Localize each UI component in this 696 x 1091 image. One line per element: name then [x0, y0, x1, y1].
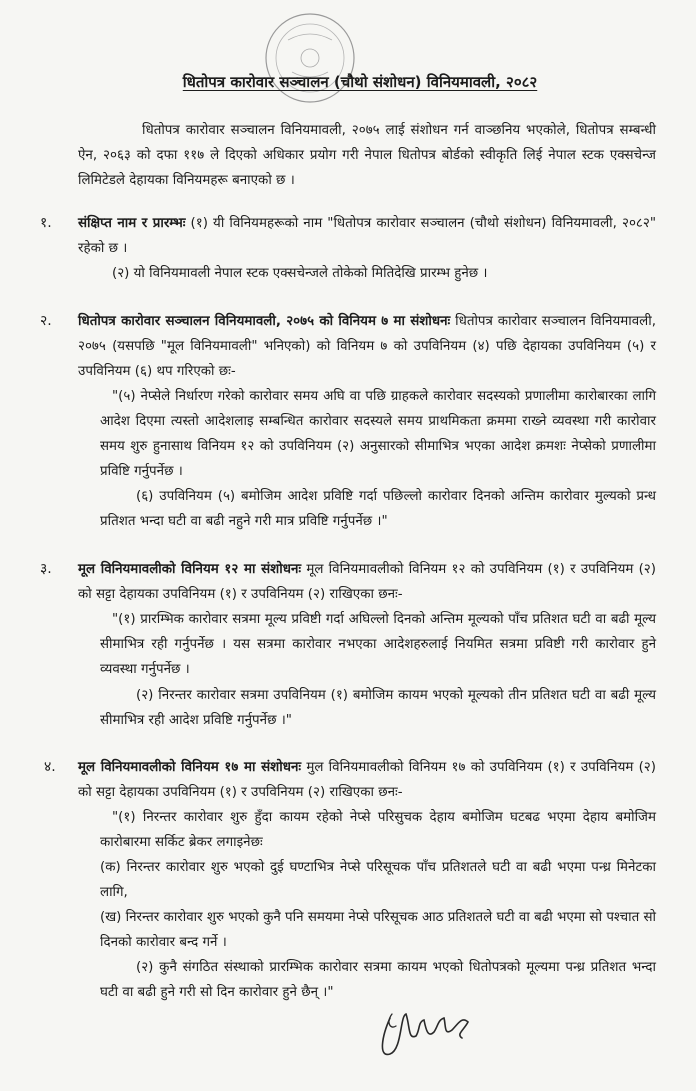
section-4-paragraph: [78, 755, 656, 805]
section-4-subregulation-2: (२) कुनै संगठित संस्थाको प्रारम्भिक कारोवार सत्रमा कायम भएको धितोपत्रको मूल्यमा पन्ध्र प्रतिशत भन्दा घटी वा बढी हुने गरी सो दिन कारोवार हुने छैन् ।": [100, 960, 656, 1000]
section-1-heading: संक्षिप्त नाम र प्रारम्भः: [78, 216, 186, 231]
section-3-heading: मूल विनियमावलीको विनियम १२ मा संशोधनः: [78, 562, 302, 577]
section-3-subregulation-1: "(१) प्रारम्भिक कारोवार सत्रमा मूल्य प्रविष्टी गर्दा अघिल्लो दिनको अन्तिम मूल्यको पाँच प्रतिशत घटी वा बढी मूल्य सीमाभित्र रही गर्नुपर्नेछ । यस सत्रमा कारोवार नभएका आदेशहरुलाई नियमित सत्रमा प्रविष्टी गरी कारोवार हुने व्यवस्था गर्नुपर्नेछ ।: [100, 612, 656, 677]
section-4-number: ४.: [44, 759, 56, 775]
section-2-subregulation-6: (६) उपविनियम (५) बमोजिम आदेश प्रविष्टि गर्दा पछिल्लो कारोवार दिनको अन्तिम कारोवार मुल्यको प्रन्ध प्रतिशत भन्दा घटी वा बढी नहुने गरी मात्र प्रविष्टि गर्नुपर्नेछ ।": [100, 489, 656, 529]
document-title: धितोपत्र कारोवार सञ्चालन (चौथो संशोधन) विनियमावली, २०८२: [182, 73, 538, 91]
section-1-clause-2: (२) यो विनियमावली नेपाल स्टक एक्सचेन्जले तोकेको मितिदेखि प्रारम्भ हुनेछ ।: [112, 266, 488, 281]
section-4-clause-ka: (क) निरन्तर कारोवार शुरु भएको दुई घण्टाभित्र नेप्से परिसूचक पाँच प्रतिशतले घटी वा बढी भएमा पन्ध्र मिनेटका लागि,: [100, 860, 656, 900]
section-3-subregulation-2: (२) निरन्तर कारोवार सत्रमा उपविनियम (१) बमोजिम कायम भएको मूल्यको तीन प्रतिशत घटी वा बढी मूल्य सीमाभित्र रही आदेश प्रविष्टि गर्नुपर्नेछ ।": [100, 688, 656, 728]
section-1-number: १.: [40, 215, 52, 231]
signature: [372, 996, 492, 1066]
section-4-clause-kha: (ख) निरन्तर कारोवार शुरु भएको कुनै पनि समयमा नेप्से परिसूचक आठ प्रतिशतले घटी वा बढी भएमा सो पश्चात सो दिनको कारोवार बन्द गर्ने ।: [100, 910, 656, 950]
section-4-body: मुल विनियमावलीको विनियम १७ को उपविनियम (१) र उपविनियम (२) को सट्टा देहायका उपविनियम (१) र उपविनियम (२) राखिएका छनः-: [78, 760, 656, 800]
section-3-body: मूल विनियमावलीको विनियम १२ को उपविनियम (१) र उपविनियम (२) को सट्टा देहायका उपविनियम (१) र उपविनियम (२) राखिएका छनः-: [78, 562, 656, 602]
section-4-subregulation-1: "(१) निरन्तर कारोवार शुरु हुँदा कायम रहेको नेप्से परिसुचक देहाय बमोजिम घटबढ भएमा देहाय बमोजिम कारोबारमा सर्किट ब्रेकर लगाइनेछः: [100, 810, 656, 850]
section-3-number: ३.: [40, 561, 52, 577]
section-3-paragraph: [78, 557, 656, 607]
section-1-paragraph: [78, 211, 656, 261]
section-2-heading: धितोपत्र कारोवार सञ्चालन विनियमावली, २०७५ को विनियम ७ मा संशोधनः: [78, 314, 451, 329]
intro-paragraph: धितोपत्र कारोवार सञ्चालन विनियमावली, २०७५ लाई संशोधन गर्न वाञ्छनिय भएकोले, धितोपत्र सम्बन्धी ऐन, २०६३ को दफा ११७ ले दिएको अधिकार प्रयोग गरी नेपाल धितोपत्र बोर्डको स्वीकृति लिई नेपाल स्टक एक्सचेन्ज लिमिटेडले देहायका विनियमहरू बनाएको छ ।: [78, 123, 656, 188]
section-2-paragraph: [78, 309, 656, 384]
section-2-subregulation-5: "(५) नेप्सेले निर्धारण गरेको कारोवार समय अघि वा पछि ग्राहकले कारोवार सदस्यको प्रणालीमा कारोबारका लागि आदेश दिएमा त्यस्तो आदेशलाइ सम्बन्धित कारोवार सदस्यले समय प्राथमिकता क्रममा राख्ने व्यवस्था गरी कारोवार समय शुरु हुनासाथ विनियम १२ को उपविनियम (२) अनुसारको सीमाभित्र भएका आदेश क्रमशः नेप्सेको प्रणालीमा प्रविष्टि गर्नुपर्नेछ ।: [100, 389, 656, 479]
section-1-body: (१) यी विनियमहरूको नाम "धितोपत्र कारोवार सञ्चालन (चौथो संशोधन) विनियमावली, २०८२" रहेको छ ।: [78, 216, 656, 256]
section-2-number: २.: [40, 313, 52, 329]
section-2-body: धितोपत्र कारोवार सञ्चालन विनियमावली, २०७५ (यसपछि "मूल विनियमावली" भनिएको) को विनियम ७ को उपविनियम (४) पछि देहायका उपविनियम (५) र उपविनियम (६) थप गरिएको छः-: [78, 314, 656, 379]
section-4-heading: मूल विनियमावलीको विनियम १७ मा संशोधनः: [78, 760, 302, 775]
